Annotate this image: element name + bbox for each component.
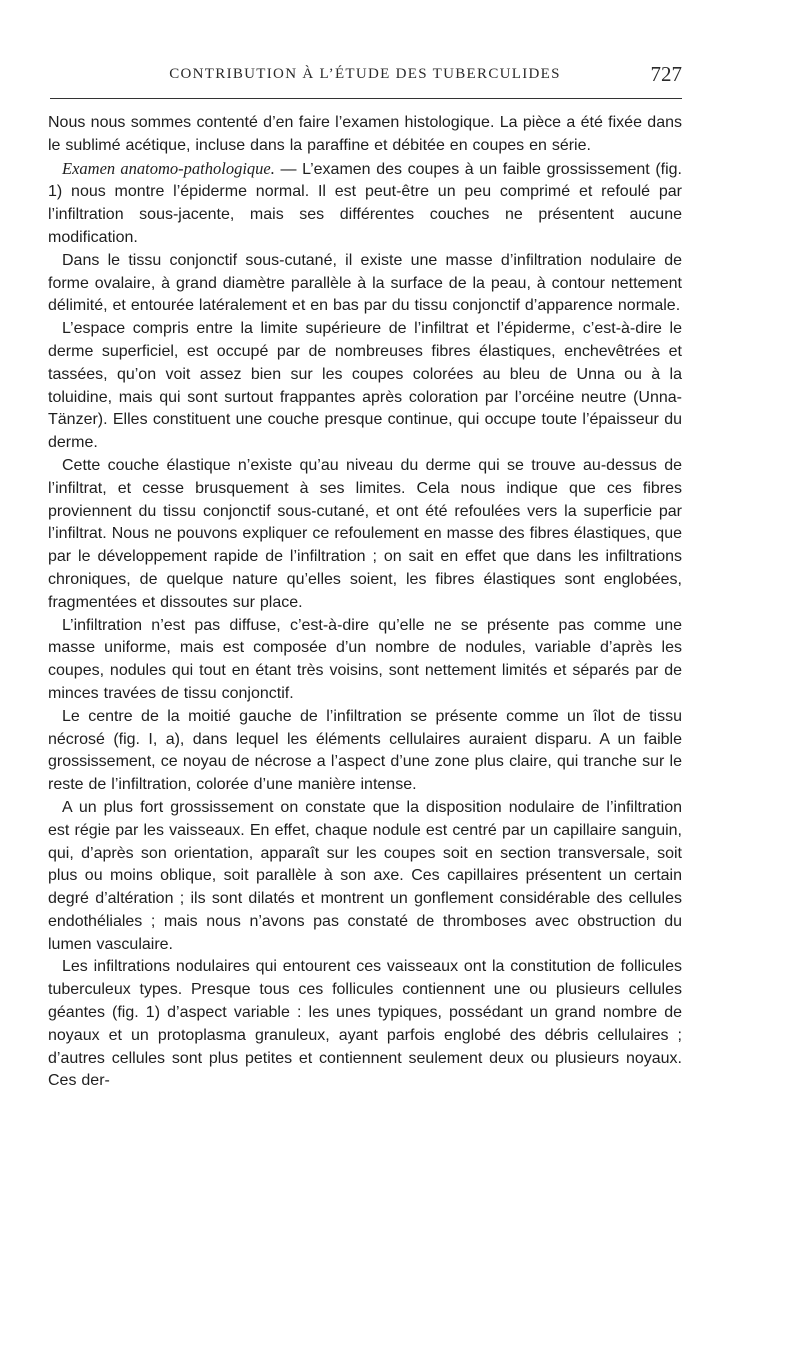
section-subheading: Examen anatomo-pathologique. <box>62 158 275 178</box>
paragraph <box>48 956 682 1093</box>
book-page <box>48 0 682 1346</box>
paragraph-text: Nous nous sommes contenté d’en faire l’examen histologique. La pièce a été fixée dans le sublimé acétique, incluse dans la paraffine et débitée en coupes en série. <box>48 114 682 154</box>
paragraph-text: Le centre de la moitié gauche de l’infiltration se présente comme un îlot de tissu nécrosé (fig. I, a), dans lequel les éléments cellulaires auraient disparu. A un faible grossissement, ce noyau de nécrose a l’aspect d’une zone plus claire, qui tranche sur le reste de l’infiltration, colorée d’une manière intense. <box>48 707 682 794</box>
paragraph <box>48 455 682 615</box>
page-number: 727 <box>650 62 682 86</box>
header-rule <box>50 98 682 99</box>
paragraph <box>48 797 682 957</box>
paragraph-text: L’infiltration n’est pas diffuse, c’est-à-dire qu’elle ne se présente pas comme une masse uniforme, mais est composée d’un nombre de nodules, variable d’après les coupes, nodules qui tout en étant très voisins, sont nettement limités et séparés par de minces travées de tissu conjonctif. <box>48 616 682 702</box>
paragraph-text: Dans le tissu conjonctif sous-cutané, il existe une masse d’infiltration nodulaire de forme ovalaire, à grand diamètre parallèle à la surface de la peau, à contour nettement délimité, et entourée latéralement et en bas par du tissu conjonctif d’apparence normale. <box>48 251 682 315</box>
paragraph-text: Cette couche élastique n’existe qu’au niveau du derme qui se trouve au-dessus de l’infiltrat, et cesse brusquement à ses limites. Cela nous indique que ces fibres proviennent du tissu conjonctif sous-cutané, et ont été refoulées vers la superficie par l’infiltrat. Nous ne pouvons expliquer ce refoulement en masse des fibres élastiques, que par le développement rapide de l’infiltration ; on sait en effet que dans les infiltrations chroniques, de quelque nature qu’elles soient, les fibres élastiques sont englobées, fragmentées et dissoutes sur place. <box>48 456 682 611</box>
paragraph <box>48 615 682 706</box>
running-title: CONTRIBUTION À L’ÉTUDE DES TUBERCULIDES <box>169 66 561 82</box>
paragraph <box>48 158 682 250</box>
paragraph <box>48 112 682 158</box>
paragraph-text: A un plus fort grossissement on constate que la disposition nodulaire de l’infiltration est régie par les vaisseaux. En effet, chaque nodule est centré par un capillaire sanguin, qui, d’après son orientation, apparaît sur les coupes soit en section transversale, soit plus ou moins oblique, soit parallèle à son axe. Ces capillaires présentent un certain degré d’altération ; ils sont dilatés et montrent un gonflement considérable des cellules endothéliales ; mais nous n’avons pas constaté de thromboses avec obstruction du lumen vasculaire. <box>48 798 682 953</box>
body-text <box>48 112 682 1093</box>
paragraph <box>48 706 682 797</box>
running-head <box>48 62 682 86</box>
paragraph <box>48 318 682 455</box>
paragraph-text: Les infiltrations nodulaires qui entourent ces vaisseaux ont la constitution de follicules tuberculeux types. Presque tous ces follicules contiennent une ou plusieurs cellules géantes (fig. 1) d’aspect variable : les unes typiques, possédant un grand nombre de noyaux et un protoplasma granuleux, ayant parfois englobé des débris cellulaires ; d’autres cellules sont plus petites et contiennent seulement deux ou plusieurs noyaux. Ces der- <box>48 958 682 1090</box>
paragraph-text: — L’examen des coupes à un faible grossissement (fig. 1) nous montre l’épiderme normal. Il est peut-être un peu comprimé et refoulé par l’infiltration sous-jacente, mais ses différentes couches ne présentent aucune modification. <box>48 160 682 246</box>
paragraph-text: L’espace compris entre la limite supérieure de l’infiltrat et l’épiderme, c’est-à-dire le derme superficiel, est occupé par de nombreuses fibres élastiques, enchevêtrées et tassées, qu’on voit assez bien sur les coupes colorées au bleu de Unna ou à la toluidine, mais qui sont surtout frappantes après coloration par l’orcéine neutre (Unna-Tänzer). Elles constituent une couche presque continue, qui occupe toute l’épaisseur du derme. <box>48 320 682 452</box>
paragraph <box>48 250 682 318</box>
